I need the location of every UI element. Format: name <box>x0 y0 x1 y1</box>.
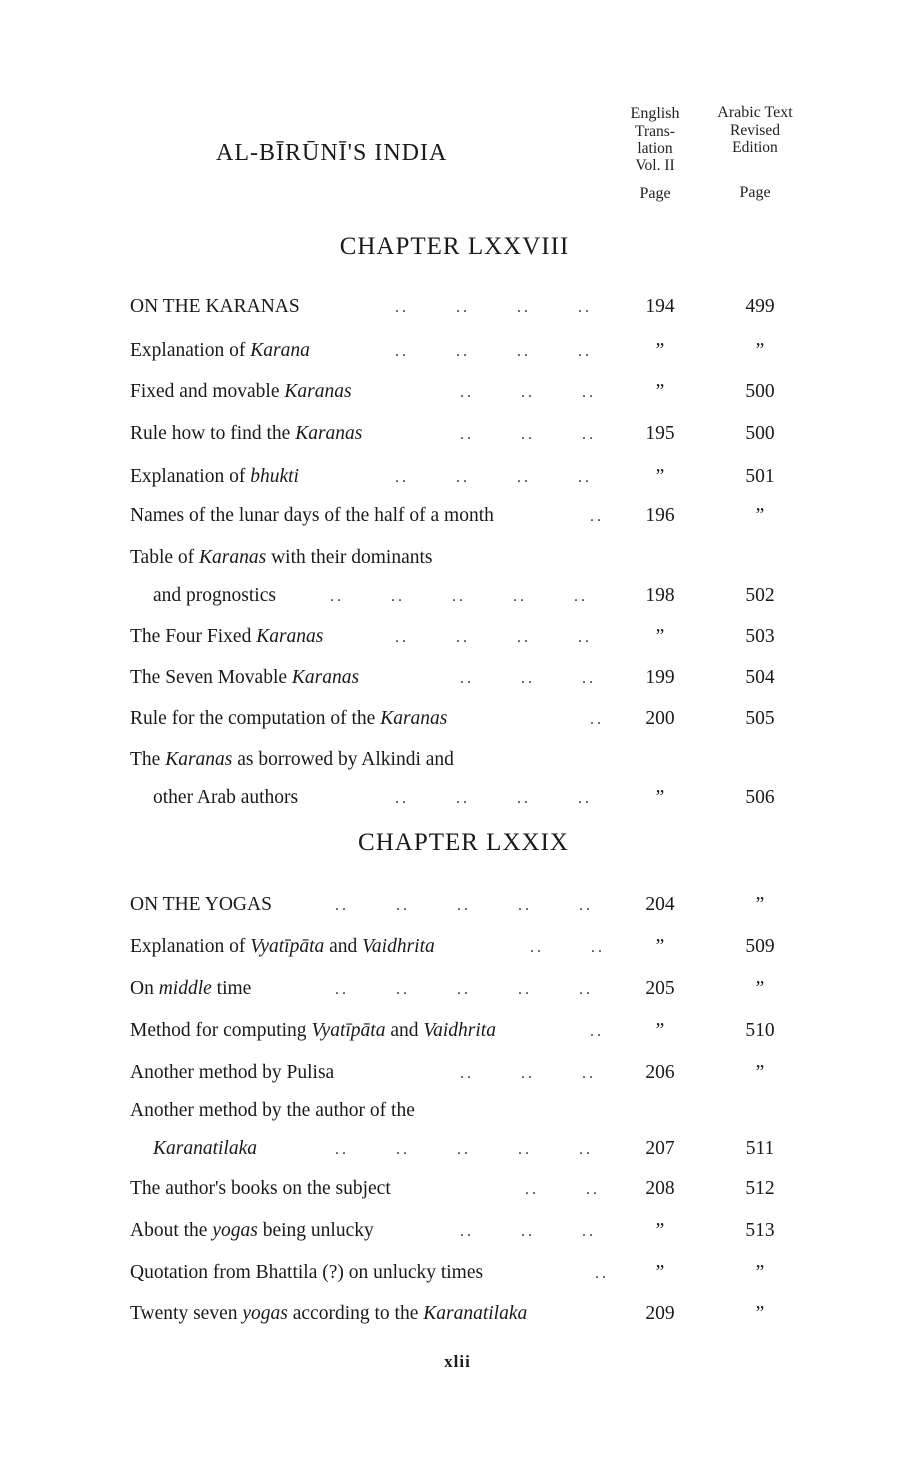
entry-title-text: Another method by the author of the <box>130 1100 415 1121</box>
entry-title-italic: Karanas <box>199 547 267 568</box>
english-page-number: ” <box>655 626 665 647</box>
entry-title <box>130 1100 415 1122</box>
english-page-number: 204 <box>645 894 675 915</box>
entry-title <box>130 936 435 958</box>
entry-title-italic: bhukti <box>250 466 299 487</box>
dot-leader: .. <box>595 1265 609 1282</box>
vol-label: Vol. II <box>635 157 675 174</box>
entry-title <box>130 340 310 362</box>
dot-leader: .. .. .. <box>460 1065 596 1082</box>
dot-leader: .. .. .. <box>460 426 596 443</box>
english-page-number: 199 <box>645 667 675 688</box>
entry-title <box>130 505 494 527</box>
english-page-number: 196 <box>645 505 675 526</box>
arabic-text-column-heading <box>700 103 810 202</box>
chapter-heading: CHAPTER LXXIX <box>358 829 569 856</box>
entry-title-text: Table of <box>130 547 200 568</box>
entry-title-text: About the <box>130 1220 213 1241</box>
arabic-page-number: 513 <box>745 1220 775 1241</box>
arabic-page-number: ” <box>755 1262 765 1283</box>
arabic-page-number: ” <box>755 894 765 915</box>
entry-title-text: being unlucky <box>257 1220 374 1241</box>
entry-title-italic: Karanas <box>291 667 360 688</box>
entry-title <box>130 667 359 689</box>
entry-title-italic: Karana <box>250 340 310 361</box>
entry-title <box>130 381 352 403</box>
entry-title <box>130 1262 483 1284</box>
entry-title-text: and <box>385 1020 424 1041</box>
entry-title-text: Explanation of <box>130 340 251 361</box>
dot-leader: .. .. .. .. .. <box>335 1141 593 1158</box>
entry-title-text: ON THE KARANAS <box>130 296 300 317</box>
arabic-page-number: 499 <box>745 296 775 317</box>
arabic-page-number: 504 <box>745 667 775 688</box>
entry-title <box>130 708 447 730</box>
dot-leader: .. .. .. .. <box>395 299 592 316</box>
entry-title-text: ON THE YOGAS <box>130 894 272 915</box>
dot-leader: .. <box>590 508 604 525</box>
entry-title-continuation: and prognostics <box>153 585 276 606</box>
entry-title <box>130 1303 527 1325</box>
entry-title <box>130 296 300 318</box>
dot-leader: .. .. .. .. .. <box>335 981 593 998</box>
entry-title-italic: Karanas <box>165 749 233 770</box>
entry-title-text: and <box>324 936 363 957</box>
entry-title <box>130 1020 496 1042</box>
entry-title-text: Another method by Pulisa <box>130 1062 335 1083</box>
revised-label: Revised <box>730 122 780 139</box>
english-page-number: 200 <box>645 708 675 729</box>
entry-title-italic: Karanas <box>380 708 448 729</box>
arabic-page-number: 502 <box>745 585 775 606</box>
arabic-text-label: Arabic Text <box>717 104 793 121</box>
entry-title-text: Rule how to find the <box>130 423 296 444</box>
entry-title-text: Fixed and movable <box>130 381 285 402</box>
english-page-number: 206 <box>645 1062 675 1083</box>
arabic-page-number: 500 <box>745 423 775 444</box>
english-page-number: 209 <box>645 1303 675 1324</box>
entry-title-italic: Karanas <box>284 381 352 402</box>
english-page-number: 195 <box>645 423 675 444</box>
dot-leader: .. <box>590 1023 604 1040</box>
english-page-number: ” <box>655 936 665 957</box>
entry-title-text: Method for computing <box>130 1020 312 1041</box>
entry-title-text: The Seven Movable <box>130 667 292 688</box>
english-label: English <box>630 105 680 122</box>
dot-leader: .. .. .. <box>460 1223 596 1240</box>
english-page-label: Page <box>639 185 671 202</box>
entry-title-text: with their dominants <box>266 547 433 568</box>
arabic-page-label: Page <box>739 184 771 201</box>
entry-title <box>130 423 362 445</box>
entry-title-text: according to the <box>287 1303 424 1324</box>
entry-title-italic: Vyatīpāta <box>311 1020 386 1041</box>
entry-title-text: On <box>130 978 159 999</box>
entry-title <box>130 894 272 916</box>
english-translation-column-heading <box>612 104 698 203</box>
entry-title-text: Rule for the computation of the <box>130 708 381 729</box>
entry-title-italic: Vaidhrita <box>423 1020 496 1041</box>
english-page-number: ” <box>655 1262 665 1283</box>
arabic-page-number: 503 <box>745 626 775 647</box>
entry-title-italic: Vaidhrita <box>362 936 435 957</box>
lation-label: lation <box>637 140 673 157</box>
entry-title-continuation: Karanatilaka <box>153 1138 258 1159</box>
arabic-page-number: ” <box>755 1303 765 1324</box>
arabic-page-number: 501 <box>745 466 775 487</box>
dot-leader: .. .. <box>530 939 605 956</box>
entry-title-italic: Karanatilaka <box>423 1303 528 1324</box>
entry-title <box>130 626 323 648</box>
edition-label: Edition <box>732 139 778 156</box>
entry-title <box>130 1062 334 1084</box>
entry-title-italic: Karanas <box>295 423 363 444</box>
arabic-page-number: ” <box>755 340 765 361</box>
entry-title-italic: yogas <box>212 1220 258 1241</box>
entry-title <box>130 978 251 1000</box>
dot-leader: .. .. .. .. .. <box>335 897 593 914</box>
entry-title-text: The Four Fixed <box>130 626 257 647</box>
entry-title <box>130 749 454 771</box>
entry-title-text: Quotation from Bhattila (?) on unlucky times <box>130 1262 484 1283</box>
trans-label: Trans- <box>635 123 675 140</box>
arabic-page-number: 510 <box>745 1020 775 1041</box>
dot-leader: .. .. <box>525 1181 600 1198</box>
dot-leader: .. <box>590 711 604 728</box>
dot-leader: .. .. .. .. <box>395 469 592 486</box>
entry-title <box>130 1220 374 1242</box>
english-page-number: ” <box>655 381 665 402</box>
english-page-number: ” <box>655 787 665 808</box>
arabic-page-number: 509 <box>745 936 775 957</box>
entry-title <box>130 1178 391 1200</box>
dot-leader: .. .. .. .. .. <box>330 588 588 605</box>
dot-leader: .. .. .. <box>460 670 596 687</box>
arabic-page-number: ” <box>755 505 765 526</box>
english-page-number: ” <box>655 1020 665 1041</box>
entry-title-italic: Karanas <box>256 626 324 647</box>
entry-title-text: Explanation of <box>130 466 251 487</box>
entry-title-continuation: other Arab authors <box>153 787 299 808</box>
english-page-number: ” <box>655 1220 665 1241</box>
entry-title-text: Explanation of <box>130 936 251 957</box>
entry-title-italic: middle <box>158 978 212 999</box>
english-page-number: 208 <box>645 1178 675 1199</box>
dot-leader: .. .. .. .. <box>395 343 592 360</box>
arabic-page-number: 512 <box>745 1178 775 1199</box>
entry-title-text: Names of the lunar days of the half of a month <box>130 505 494 526</box>
english-page-number: 194 <box>645 296 675 317</box>
dot-leader: .. .. .. <box>460 384 596 401</box>
dot-leader: .. .. .. .. <box>395 790 592 807</box>
arabic-page-number: 500 <box>745 381 775 402</box>
entry-title-italic: yogas <box>242 1303 288 1324</box>
arabic-page-number: 505 <box>745 708 775 729</box>
entry-title-text: time <box>211 978 252 999</box>
entry-title <box>130 466 299 488</box>
entry-title-italic: Vyatīpāta <box>250 936 325 957</box>
entry-title-text: Twenty seven <box>130 1303 243 1324</box>
book-title: AL-BĪRŪNĪ'S INDIA <box>216 140 448 166</box>
english-page-number: ” <box>655 340 665 361</box>
entry-title-text: The <box>130 749 166 770</box>
english-page-number: 207 <box>645 1138 675 1159</box>
entry-title-text: The author's books on the subject <box>130 1178 391 1199</box>
entry-title <box>130 547 433 569</box>
english-page-number: ” <box>655 466 665 487</box>
entry-title-text: as borrowed by Alkindi and <box>232 749 454 770</box>
arabic-page-number: ” <box>755 1062 765 1083</box>
english-page-number: 205 <box>645 978 675 999</box>
arabic-page-number: 511 <box>745 1138 775 1159</box>
arabic-page-number: 506 <box>745 787 775 808</box>
dot-leader: .. .. .. .. <box>395 629 592 646</box>
chapter-heading: CHAPTER LXXVIII <box>339 233 570 260</box>
english-page-number: 198 <box>645 585 675 606</box>
arabic-page-number: ” <box>755 978 765 999</box>
page-number: xlii <box>444 1352 471 1371</box>
